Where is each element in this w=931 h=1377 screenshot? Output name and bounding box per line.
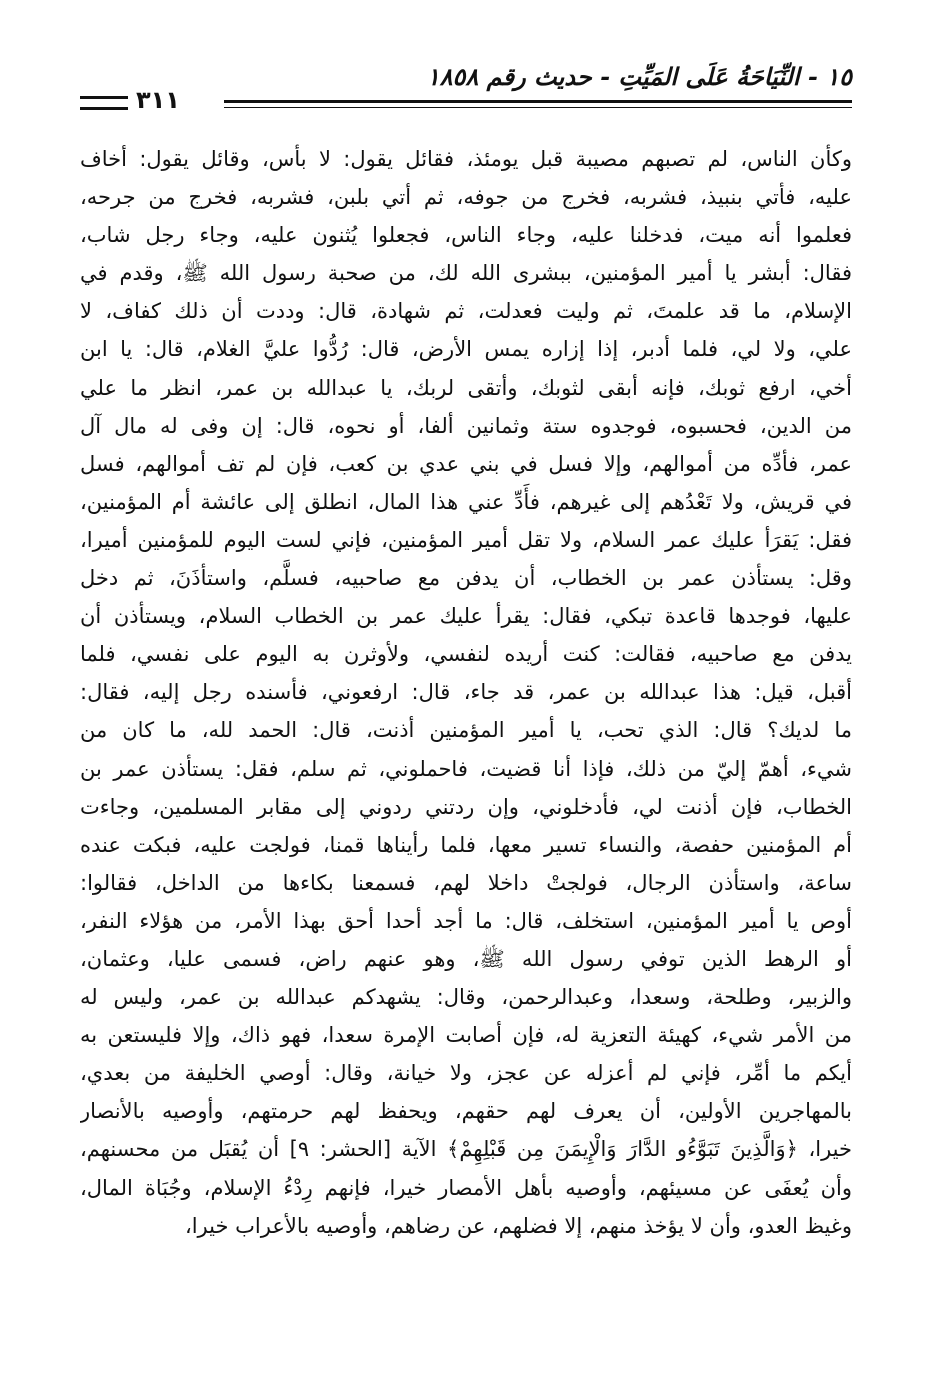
text-line: شيء، أهمّ إليّ من ذلك، فإذا أنا قضيت، فاحملوني، ثم سلم، فقل: يستأذن عمر بن [80,756,852,781]
text-line: أيكم ما أمِّر، فإني لم أعزله عن عجز، ولا خيانة، وقال: أوصي الخليفة من بعدي، [80,1061,852,1086]
text-line: أم المؤمنين حفصة، والنساء تسير معها، فلما رأيناها قمنا، فولجت عليه، فبكت عنده [80,832,852,857]
header-rule-thin [224,107,852,108]
text-line: من الأمر شيء، كهيئة التعزية له، فإن أصابت الإمرة سعدا، فهو ذاك، وإلا فليستعن به [80,1023,852,1048]
text-line: خيرا، ﴿وَالَّذِينَ تَبَوَّءُو الدَّارَ وَالْإِيمَنَ مِن قَبْلِهِمْ﴾ الآية [الحشر: ٩] أن يُقبَل من محسنهم، [80,1137,852,1162]
text-line: من الدين، فحسبوه، فوجدوه ستة وثمانين ألفا، أو نحوه، قال: إن وفى له مال آل [80,413,852,438]
chapter-title: ١٥ - النِّيَاحَةُ عَلَى المَيِّتِ - حديث رقم ١٨٥٨ [426,62,852,91]
text-line: عليه، فأتي بنبيذ، فشربه، فخرج من جوفه، ثم أتي بلبن، فشربه، فخرج من جرحه، [80,185,852,210]
text-line: عمر، فأدِّه من أموالهم، وإلا فسل في بني عدي بن كعب، فإن لم تف أموالهم، فسل [80,451,852,476]
text-line: يدفن مع صاحبيه، فقالت: كنت أريده لنفسي، ولأوثرن به اليوم على نفسي، فلما [80,642,852,667]
text-line: فعلموا أنه ميت، فدخلنا عليه، وجاء الناس، فجعلوا يُثنون عليه، وجاء رجل شاب، [80,223,852,248]
page-number: ٣١١ [136,86,180,114]
text-line: أقبل، قيل: هذا عبدالله بن عمر، قد جاء، قال: ارفعوني، فأسنده رجل إليه، فقال: [80,680,852,705]
text-line: أخي، ارفع ثوبك، فإنه أبقى لثوبك، وأتقى لربك، يا عبدالله بن عمر، انظر ما علي [80,375,852,400]
page-header [80,62,852,130]
text-line: بالمهاجرين الأولين، أن يعرف لهم حقهم، ويحفظ لهم حرمتهم، وأوصيه بالأنصار [80,1099,852,1124]
page-number-bars [80,96,128,110]
text-line: فقال: أبشر يا أمير المؤمنين، ببشرى الله لك، من صحبة رسول الله ﷺ، وقدم في [80,261,852,286]
text-line: فقل: يَقرَأ عليك عمر السلام، ولا تقل أمير المؤمنين، فإني لست اليوم للمؤمنين أميرا، [80,527,852,552]
text-line: والزبير، وطلحة، وسعدا، وعبدالرحمن، وقال: يشهدكم عبدالله بن عمر، وليس له [80,985,852,1010]
text-line: أو الرهط الذين توفي رسول الله ﷺ، وهو عنهم راض، فسمى عليا، وعثمان، [80,946,852,971]
text-line: ساعة، واستأذن الرجال، فولجتْ داخلا لهم، فسمعنا بكاءها من الداخل، فقالوا: [80,870,852,895]
text-line: وأن يُعفَى عن مسيئهم، وأوصيه بأهل الأمصار خيرا، فإنهم رِدْءُ الإسلام، وجُبَاة المال، [80,1175,852,1200]
text-line: علي، ولا لي، فلما أدبر، إذا إزاره يمس الأرض، قال: رُدُّوا عليَّ الغلام، قال: يا ابن [80,337,852,362]
text-line: وكأن الناس، لم تصبهم مصيبة قبل يومئذ، فقائل يقول: لا بأس، وقائل يقول: أخاف [80,147,852,171]
body-text [80,140,852,1245]
text-line: وغيظ العدو، وأن لا يؤخذ منهم، إلا فضلهم، عن رضاهم، وأوصيه بالأعراب خيرا، [184,1213,852,1238]
text-line: عليها، فوجدها قاعدة تبكي، فقال: يقرأ عليك عمر بن الخطاب السلام، ويستأذن أن [80,604,852,629]
text-line: أوص يا أمير المؤمنين، استخلف، قال: ما أجد أحدا أحق بهذا الأمر، من هؤلاء النفر، [80,908,852,933]
text-line: في قريش، ولا تَعْدُهم إلى غيرهم، فأَدِّ عني هذا المال، انطلق إلى عائشة أم المؤمنين، [80,489,852,514]
text-line: وقل: يستأذن عمر بن الخطاب، أن يدفن مع صاحبيه، فسلَّم، واستأذَنَ، ثم دخل [80,566,852,591]
text-line: ما لديك؟ قال: الذي تحب، يا أمير المؤمنين أذنت، قال: الحمد لله، ما كان من [80,718,852,743]
text-line: الإسلام، ما قد علمتَ، ثم وليت فعدلت، ثم شهادة، قال: وددت أن ذلك كفاف، لا [80,299,852,324]
header-rule-thick [224,100,852,103]
text-line: الخطاب، فإن أذنت لي، فأدخلوني، وإن ردتني ردوني إلى مقابر المسلمين، وجاءت [80,794,852,819]
